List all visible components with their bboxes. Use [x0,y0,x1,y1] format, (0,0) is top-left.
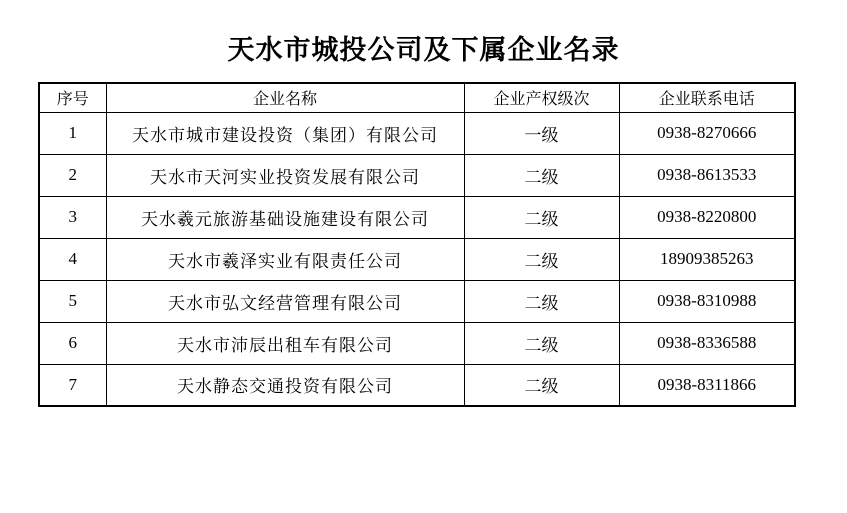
column-header-name: 企业名称 [106,83,464,112]
cell-property-level: 二级 [464,196,619,238]
cell-enterprise-name: 天水市城市建设投资（集团）有限公司 [106,112,464,154]
table-row [39,280,795,322]
cell-serial-number: 1 [39,112,106,154]
document-title: 天水市城投公司及下属企业名录 [227,35,620,65]
column-header-index: 序号 [39,83,106,112]
cell-property-level: 二级 [464,280,619,322]
cell-enterprise-name: 天水市羲泽实业有限责任公司 [106,238,464,280]
table-row [39,154,795,196]
cell-serial-number: 7 [39,364,106,406]
cell-serial-number: 6 [39,322,106,364]
table-row [39,364,795,406]
cell-contact-phone: 0938-8310988 [619,280,795,322]
table-body [39,112,795,406]
column-header-phone: 企业联系电话 [619,83,795,112]
table-row [39,238,795,280]
cell-property-level: 二级 [464,238,619,280]
table-row [39,112,795,154]
cell-serial-number: 3 [39,196,106,238]
cell-contact-phone: 0938-8311866 [619,364,795,406]
cell-enterprise-name: 天水市天河实业投资发展有限公司 [106,154,464,196]
cell-contact-phone: 0938-8220800 [619,196,795,238]
table-row [39,196,795,238]
cell-contact-phone: 18909385263 [619,238,795,280]
table-header [39,83,795,112]
enterprise-directory-table [38,82,796,407]
table-row [39,322,795,364]
cell-property-level: 二级 [464,322,619,364]
cell-contact-phone: 0938-8613533 [619,154,795,196]
document-page [0,34,847,407]
column-header-level: 企业产权级次 [464,83,619,112]
cell-contact-phone: 0938-8336588 [619,322,795,364]
cell-enterprise-name: 天水市沛辰出租车有限公司 [106,322,464,364]
cell-serial-number: 2 [39,154,106,196]
cell-contact-phone: 0938-8270666 [619,112,795,154]
cell-serial-number: 4 [39,238,106,280]
table-header-row [39,83,795,112]
cell-property-level: 一级 [464,112,619,154]
cell-property-level: 二级 [464,154,619,196]
cell-property-level: 二级 [464,364,619,406]
cell-enterprise-name: 天水市弘文经营管理有限公司 [106,280,464,322]
cell-enterprise-name: 天水羲元旅游基础设施建设有限公司 [106,196,464,238]
cell-enterprise-name: 天水静态交通投资有限公司 [106,364,464,406]
cell-serial-number: 5 [39,280,106,322]
